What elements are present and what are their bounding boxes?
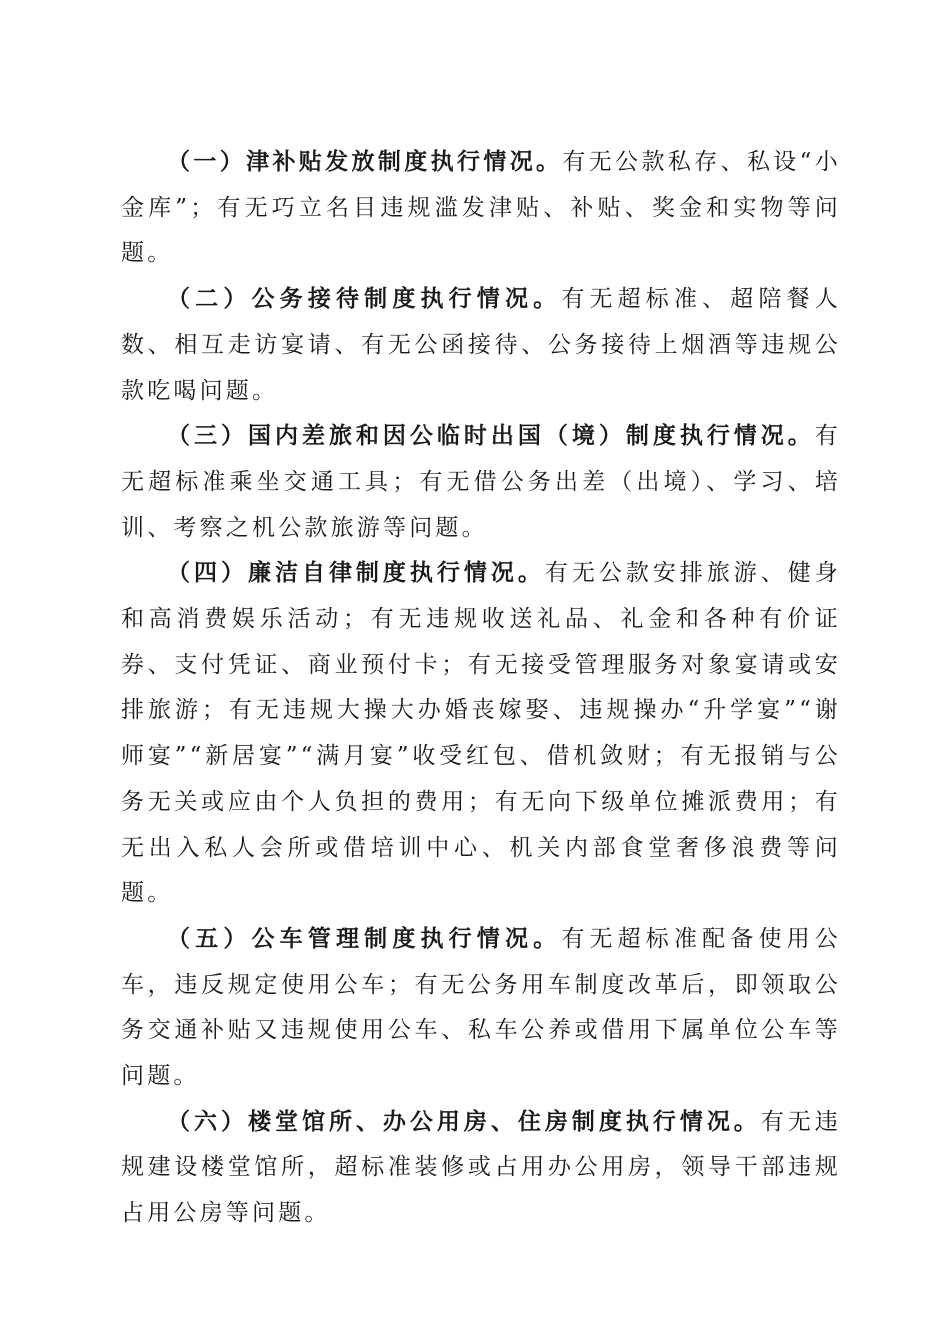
section-5-heading: （五）公车管理制度执行情况。 [167,925,562,952]
paragraph-section-6 [121,1100,841,1237]
section-1-heading: （一）津补贴发放制度执行情况。 [167,149,563,175]
section-4-text: 有无公款安排旅游、健身和高消费娱乐活动；有无违规收送礼品、礼金和各种有价证券、支付凭证、商业预付卡；有无接受管理服务对象宴请或安排旅游；有无违规大操大办婚丧嫁娶、违规操办“升学宴”“谢师宴”“新居宴”“满月宴”收受红包、借机敛财；有无报销与公务无关或应由个人负担的费用；有无向下级单位摊派费用；有无出入私人会所或借培训中心、机关内部食堂奢侈浪费等问题。 [121,560,841,907]
section-3-text: 有无超标准乘坐交通工具；有无借公务出差（出境）、学习、培训、考察之机公款旅游等问题。 [121,423,841,541]
section-6-heading: （六）楼堂馆所、办公用房、住房制度执行情况。 [167,1108,761,1135]
section-5-text: 有无超标准配备使用公车，违反规定使用公车；有无公务用车制度改革后，即领取公务交通补贴又违规使用公车、私车公养或借用下属单位公车等问题。 [121,925,841,1090]
section-1-text: 有无公款私存、私设“小金库”；有无巧立名目违规滥发津贴、补贴、奖金和实物等问题。 [121,149,841,267]
paragraph-section-5 [121,917,841,1100]
paragraph-section-1 [121,140,841,277]
section-6-text: 有无违规建设楼堂馆所，超标准装修或占用办公用房，领导干部违规占用公房等问题。 [121,1108,841,1227]
section-3-heading: （三）国内差旅和因公临时出国（境）制度执行情况。 [167,423,815,450]
paragraph-section-2 [121,277,841,414]
paragraph-section-4 [121,551,841,917]
paragraph-section-3 [121,414,841,551]
section-2-text: 有无超标准、超陪餐人数、相互走访宴请、有无公函接待、公务接待上烟酒等违规公款吃喝问题。 [121,286,841,404]
section-2-heading: （二）公务接待制度执行情况。 [167,286,562,313]
document-body [121,140,841,1237]
section-4-heading: （四）廉洁自律制度执行情况。 [167,560,545,587]
